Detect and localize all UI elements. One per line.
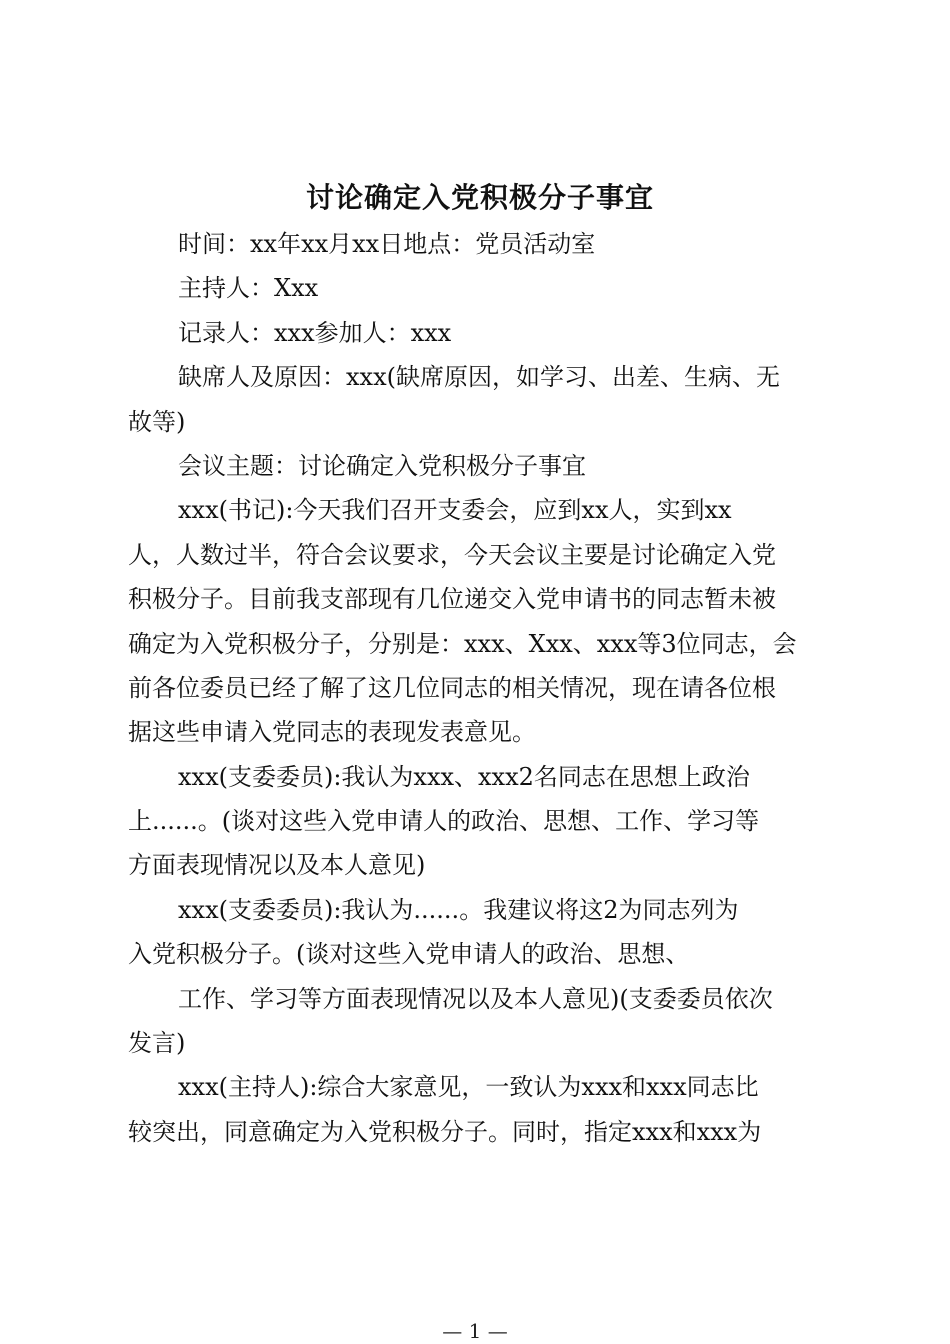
paragraph-line: xxx(支委委员):我认为......。我建议将这2为同志列为: [178, 895, 739, 924]
paragraph-line: 据这些申请入党同志的表现发表意见。: [128, 718, 536, 747]
paragraph-line: 上......。(谈对这些入党申请人的政治、思想、工作、学习等: [128, 807, 760, 836]
meeting-topic: 会议主题：讨论确定入党积极分子事宜: [178, 451, 586, 480]
paragraph-line: 人，人数过半，符合会议要求，今天会议主要是讨论确定入党: [128, 540, 776, 569]
absentees-line-cont: 故等): [128, 407, 186, 436]
paragraph-line: 前各位委员已经了解了这几位同志的相关情况，现在请各位根: [128, 673, 776, 702]
meeting-time-location: 时间：xx年xx月xx日地点：党员活动室: [178, 230, 596, 258]
paragraph-line: xxx(支委委员):我认为xxx、xxx2名同志在思想上政治: [178, 762, 750, 791]
meeting-host: 主持人：Xxx: [178, 274, 319, 303]
document-title: 讨论确定入党积极分子事宜: [305, 181, 654, 214]
paragraph-line: xxx(书记):今天我们召开支委会，应到xx人，实到xx: [178, 496, 732, 525]
paragraph-line: 积极分子。目前我支部现有几位递交入党申请书的同志暂未被: [128, 585, 776, 614]
page-number: — 1 —: [442, 1319, 508, 1343]
paragraph-line: 较突出，同意确定为入党积极分子。同时，指定xxx和xxx为: [128, 1117, 762, 1146]
paragraph-line: 发言): [128, 1029, 186, 1058]
document-body: [128, 222, 832, 1154]
absentees-line: 缺席人及原因：xxx(缺席原因，如学习、出差、生病、无: [178, 363, 780, 392]
meeting-recorder-participants: 记录人：xxx参加人：xxx: [178, 318, 452, 347]
paragraph-line: xxx(主持人):综合大家意见，一致认为xxx和xxx同志比: [178, 1073, 759, 1102]
paragraph-line: 方面表现情况以及本人意见): [128, 851, 426, 880]
paragraph-line: 入党积极分子。(谈对这些入党申请人的政治、思想、: [128, 940, 690, 969]
paragraph-line: 确定为入党积极分子，分别是：xxx、Xxx、xxx等3位同志，会: [128, 629, 797, 658]
paragraph-line: 工作、学习等方面表现情况以及本人意见)(支委委员依次: [178, 984, 773, 1013]
